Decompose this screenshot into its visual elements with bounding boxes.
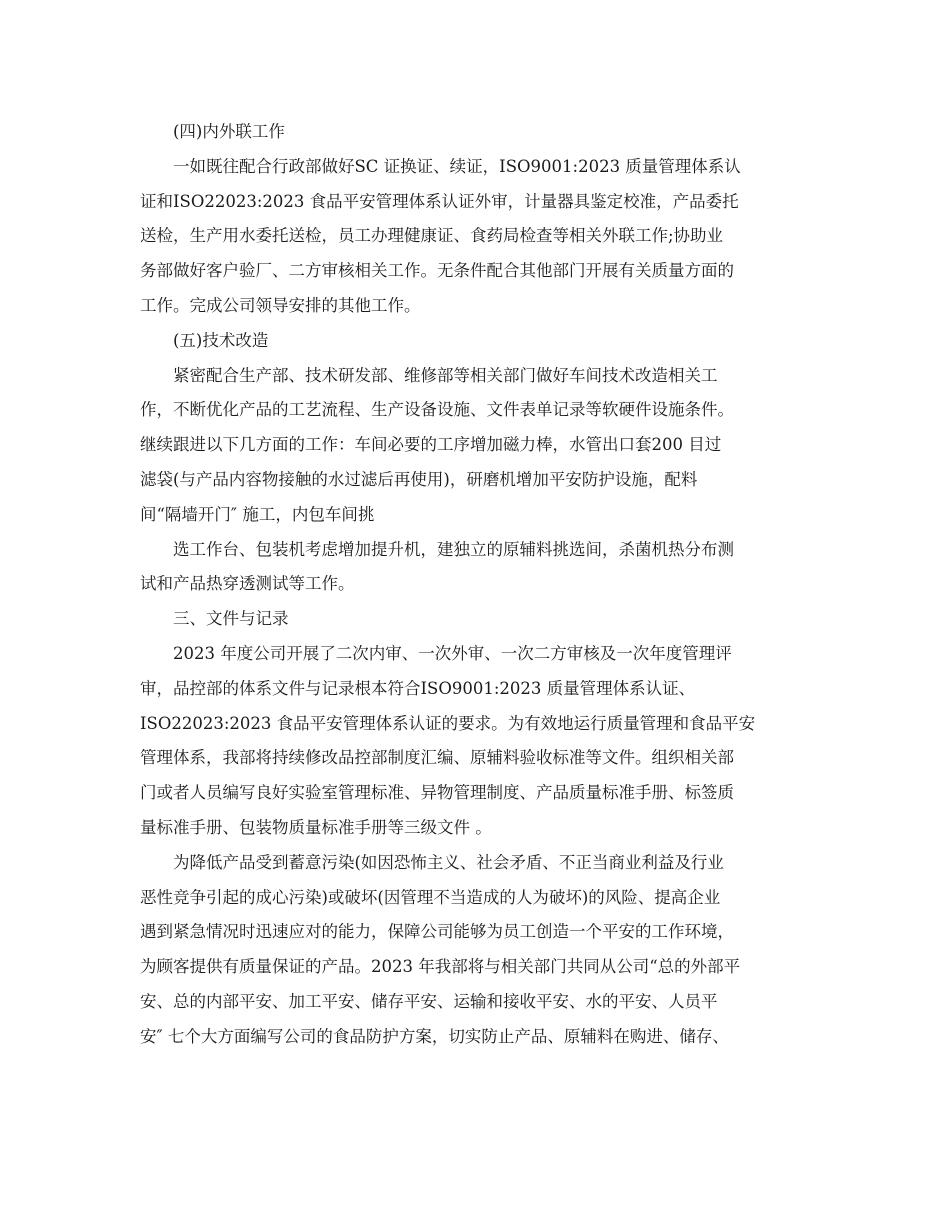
paragraph-line: 安、总的内部平安、加工平安、储存平安、运输和接收平安、水的平安、人员平 [140, 991, 718, 1011]
paragraph-line: 遇到紧急情况时迅速应对的能力，保障公司能够为员工创造一个平安的工作环境， [140, 922, 734, 942]
paragraph-line: ISO22023:2023 食品平安管理体系认证的要求。为有效地运行质量管理和食品平安 [140, 713, 756, 733]
paragraph-line: 滤袋(与产品内容物接触的水过滤后再使用)，研磨机增加平安防护设施，配料 [140, 469, 698, 489]
paragraph-line: 恶性竞争引起的成心污染)或破坏(因管理不当造成的人为破坏)的风险、提高企业 [140, 887, 721, 907]
paragraph-line: 间“隔墙开门″ 施工，内包车间挑 [140, 504, 375, 524]
section-heading-external-liaison: (四)内外联工作 [173, 122, 285, 141]
paragraph-line: 审，品控部的体系文件与记录根本符合ISO9001:2023 质量管理体系认证、 [140, 678, 696, 698]
paragraph-line: 一如既往配合行政部做好SC 证换证、续证，ISO9001:2023 质量管理体系认 [173, 156, 741, 176]
paragraph-line: 紧密配合生产部、技术研发部、维修部等相关部门做好车间技术改造相关工 [173, 365, 718, 385]
paragraph-line: 证和ISO22023:2023 食品平安管理体系认证外审，计量器具鉴定校准，产品委托 [140, 191, 739, 211]
paragraph-line: 管理体系，我部将持续修改品控部制度汇编、原辅料验收标准等文件。组织相关部 [140, 748, 734, 768]
paragraph-line: 试和产品热穿透测试等工作。 [140, 574, 355, 594]
paragraph-line: 务部做好客户验厂、二方审核相关工作。无条件配合其他部门开展有关质量方面的 [140, 261, 734, 281]
paragraph-line: 作，不断优化产品的工艺流程、生产设备设施、文件表单记录等软硬件设施条件。 [140, 400, 734, 420]
paragraph-line: 安″ 七个大方面编写公司的食品防护方案，切实防止产品、原辅料在购进、储存、 [140, 1026, 729, 1046]
paragraph-line: 2023 年度公司开展了二次内审、一次外审、一次二方审核及一次年度管理评 [173, 643, 732, 663]
paragraph-line: 选工作台、包装机考虑增加提升机，建独立的原辅料挑选间，杀菌机热分布测 [173, 539, 734, 559]
section-heading-technical-renovation: (五)技术改造 [173, 330, 269, 350]
paragraph-line: 为降低产品受到蓄意污染(如因恐怖主义、社会矛盾、不正当商业利益及行业 [173, 852, 724, 872]
paragraph-line: 为顾客提供有质量保证的产品。2023 年我部将与相关部门共同从公司“总的外部平 [140, 957, 741, 977]
paragraph-line: 门或者人员编写良好实验室管理标准、异物管理制度、产品质量标准手册、标签质 [140, 783, 734, 803]
section-heading-documents-records: 三、文件与记录 [173, 609, 289, 629]
document-body [140, 115, 820, 1055]
paragraph-line: 继续跟进以下几方面的工作：车间必要的工序增加磁力棒，水管出口套200 目过 [140, 435, 722, 455]
paragraph-line: 工作。完成公司领导安排的其他工作。 [140, 295, 421, 315]
paragraph-line: 量标准手册、包装物质量标准手册等三级文件 。 [140, 817, 492, 837]
paragraph-line: 送检，生产用水委托送检，员工办理健康证、食药局检查等相关外联工作;协助业 [140, 226, 724, 246]
